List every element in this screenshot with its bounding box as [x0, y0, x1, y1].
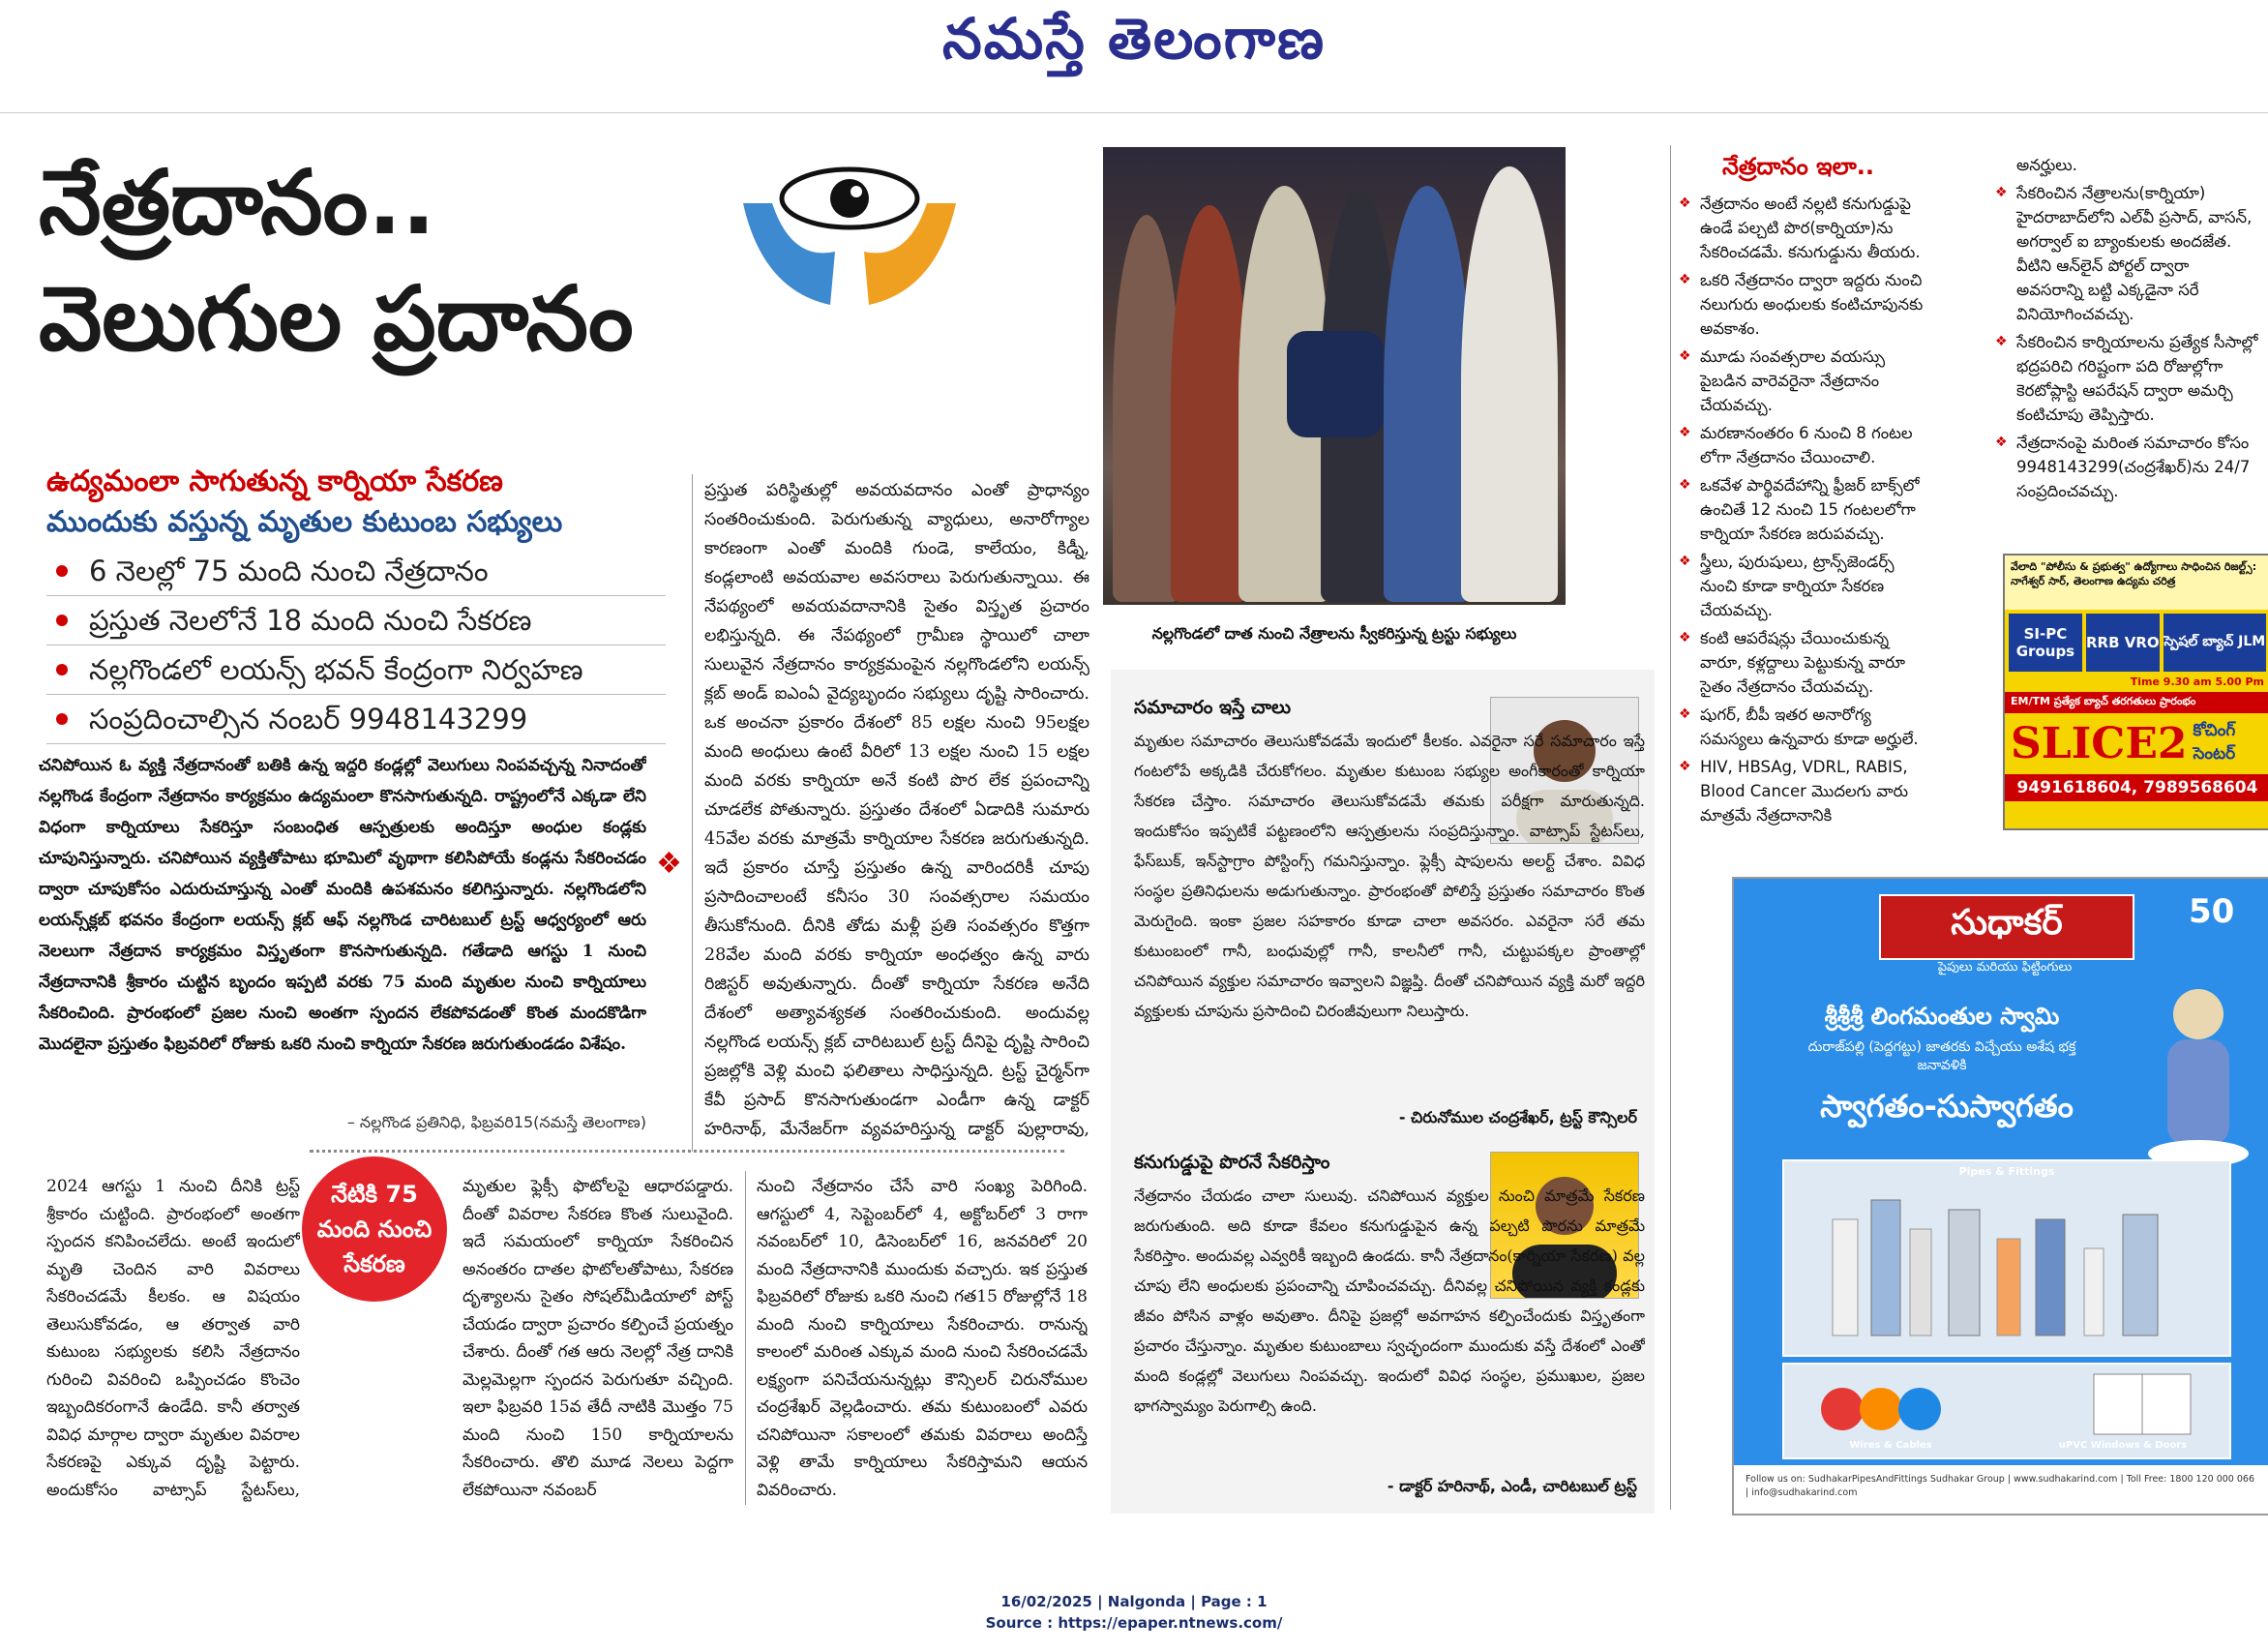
article-column-bottom-3: నుంచి నేత్రదానం చేసే వారి సంఖ్య పెరిగింది. ఆగస్టులో 4, సెప్టెంబర్‌లో 4, అక్టోబర్‌లో 3 రాగా నవంబర్‌లో 10, డిసెంబర్‌లో 16, జనవరిలో 20 మంది నేత్రదానానికి ముందుకు వచ్చారు. ఇక ప్రస్తుత ఫిబ్రవరిలో రోజుకు ఒకరి నుంచి గత15 రోజుల్లోనే 18 మంది నుంచి కార్నియాలు సేకరించారు. రానున్న కాలంలో మరింత ఎక్కువ మంది నుంచి సేకరించడమే లక్ష్యంగా పనిచేయనున్నట్లు కౌన్సిలర్ చిరునోముల చంద్రశేఖర్ వెల్లడించారు. తమ కుటుంబంలో ఎవరు చనిపోయినా సకాలంలో తమకు వివరాలు అందిస్తే వెళ్లి తామే కార్నియాలు సేకరిస్తామని ఆయన వివరించారు.	[757, 1177, 1088, 1500]
cables-icon	[1813, 1370, 1949, 1438]
bullet-item: 6 నెలల్లో 75 మంది నుంచి నేత్రదానం	[46, 547, 666, 596]
ad-label: Wires & Cables	[1849, 1440, 1932, 1451]
info-item: ❖ కంటి ఆపరేషన్లు చేయించుకున్న వారూ, కళ్లద్దాలు పెట్టుకున్న వారూ సైతం నేత్రదానం చేయవచ్చు.	[1679, 626, 1932, 699]
ad-line1: శ్రీశ్రీశ్రీ లింగమంతుల స్వామి	[1824, 1003, 2060, 1030]
quote1-heading: సమాచారం ఇస్తే చాలు	[1134, 697, 1292, 718]
window-icon	[2074, 1370, 2210, 1438]
article-column-bottom-2: మృతుల ఫ్లెక్సీ ఫొటోలపై ఆధారపడ్డారు. దీంతో వివరాల సేకరణ కొంత సులువైంది. ఇదే సమయంలో కార్నియా సేకరించిన అనంతరం దాతల ఫొటోలతోపాటు, సేకరణ దృశ్యాలను సైతం సోషల్‌మీడియాలో పోస్ట్ చేయడం ద్వారా ప్రచారం కల్పించే ప్రయత్నం చేశారు. దీంతో గత ఆరు నెలల్లో నేత్ర దానికి మెల్లమెల్లగా స్పందన పెరుగుతూ వచ్చింది. ఇలా ఫిబ్రవరి 15వ తేదీ నాటికి మొత్తం 75 మంది నుంచి 150 కార్నియాలను సేకరించారు. తొలి మూడ నెలలు పెద్దగా లేకపోయినా నవంబర్	[463, 1177, 733, 1500]
bullet-item: నల్లగొండలో లయన్స్ భవన్ కేంద్రంగా నిర్వహణ	[46, 645, 666, 695]
quote2-signature: - డాక్టర్ హరినాథ్, ఎండీ, చారిటబుల్ ట్రస్ట్	[1387, 1477, 1637, 1495]
footer-source[interactable]: Source : https://epaper.ntnews.com/	[985, 1614, 1283, 1632]
info-heading: నేత్రదానం ఇలా..	[1722, 153, 1875, 180]
info-list-2	[1995, 153, 2260, 540]
ad-tag: స్పెషల్ బ్యాచ్ JLM	[2164, 614, 2266, 672]
count-badge: నేటికి 75 మంది నుంచి సేకరణ	[302, 1156, 447, 1302]
quote2-heading: కనుగుడ్డుపై పొరనే సేకరిస్తాం	[1134, 1152, 1330, 1173]
article-column-bottom-1: 2024 ఆగస్టు 1 నుంచి దీనికి ట్రస్ట్ శ్రీకారం చుట్టింది. ప్రారంభంలో అంతగా స్పందన కనిపించలేదు. అంటే ఇందులో మృతి చెందిన వారి వివరాలు సేకరించడమే కీలకం. ఆ విషయం తెలుసుకోవడం, ఆ తర్వాత వారి కుటుంబ సభ్యులకు కలిసి నేత్రదానం గురించి వివరించి ఒప్పించడం కొంచెం ఇబ్బందికరంగానే ఉండేది. కానీ తర్వాత వివిధ మార్గాల ద్వారా మృతుల వివరాల సేకరణపై ఎక్కువ దృష్టి పెట్టారు. అందుకోసం వాట్సాప్ స్టేటస్‌లు,	[46, 1177, 300, 1500]
ad-product-box	[1782, 1363, 2231, 1459]
article-intro: చనిపోయిన ఓ వ్యక్తి నేత్రదానంతో బతికి ఉన్న ఇద్దరి కండ్లల్లో వెలుగులు నింపవచ్చన్న నినాదంతో నల్లగొండ కేంద్రంగా నేత్రదానం కార్యక్రమం ఉద్యమంలా కొనసాగుతున్నది. రాష్ట్రంలోనే ఎక్కడా లేని విధంగా కార్నియాలు సేకరిస్తూ సంబంధిత ఆస్పత్రులకు అందిస్తూ అంధుల కండ్లకు చూపునిస్తున్నారు. చనిపోయిన వ్యక్తితోపాటు భూమిలో వృథాగా కలిసిపోయే కండ్లను సేకరించడం ద్వారా చూపుకోసం ఎదురుచూస్తున్న ఎంతో మందికి ఉపశమనం కలిగిస్తున్నారు. నల్లగొండలోని లయన్స్‌క్లబ్ భవనం కేంద్రంగా లయన్స్ క్లబ్ ఆఫ్ నల్లగొండ చారిటబుల్ ట్రస్ట్ ఆధ్వర్యంలో ఆరు నెలలుగా నేత్రదాన కార్యక్రమం విస్తృతంగా కొనసాగుతున్నది. గతేడాది ఆగస్టు 1 నుంచి నేత్రదానానికి శ్రీకారం చుట్టిన బృందం ఇప్పటి వరకు 75 మంది మృతుల నుంచి కార్నియాలు సేకరించింది. ప్రారంభంలో ప్రజల నుంచి అంతగా స్పందన లేకపోవడంతో కొంత మందకొడిగా మొదలైనా ప్రస్తుతం ఫిబ్రవరిలో రోజుకు ఒకరి నుంచి కార్నియా సేకరణ జరుగుతుండడం విశేషం.	[39, 756, 646, 1054]
headline	[39, 145, 735, 377]
bullet-dot-icon	[56, 664, 68, 675]
bullet-item: ప్రస్తుత నెలలోనే 18 మంది నుంచి సేకరణ	[46, 596, 666, 645]
ad-years: 50	[2189, 892, 2235, 931]
top-strip	[0, 85, 2268, 113]
ad-label: uPVC Windows & Doors	[2058, 1440, 2188, 1451]
info-item: అనర్హులు.	[2016, 156, 2077, 174]
info-item: ❖ మూడు సంవత్సరాల వయస్సు పైబడిన వారెవరైనా నేత్రదానం చేయవచ్చు.	[1679, 345, 1932, 417]
ad-line3: స్వాగతం-సుస్వాగతం	[1820, 1088, 2074, 1125]
info-item: ❖ నేత్రదానం అంటే నల్లటి కనుగుడ్డుపై ఉండే పల్చటి పొర(కార్నియా)ను సేకరించడమే. కనుగుడ్డును తీయరు.	[1679, 192, 1932, 264]
coaching-ad[interactable]	[2003, 554, 2268, 830]
ad-brand-sub: కోచింగ్ సెంటర్	[2193, 720, 2236, 764]
headline-line2: వెలుగుల ప్రదానం	[39, 267, 634, 371]
ad-footer: Follow us on: SudhakarPipesAndFittings Sudhakar Group | www.sudhakarind.com | Toll Free: 1800 120 000 066 | info@sudhakarind.com	[1734, 1465, 2268, 1514]
ad-brand: SLICE2	[2011, 719, 2188, 768]
highlight-bullets	[46, 547, 666, 744]
article-dateline: – నల్లగొండ ప్రతినిధి, ఫిబ్రవరి15(నమస్తే తెలంగాణ)	[346, 1113, 646, 1131]
info-item: ❖ సేకరించిన కార్నియాలను ప్రత్యేక సీసాల్లో భద్రపరిచి గరిష్టంగా పది రోజుల్లోగా కెరటోప్లాస్టి ఆపరేషన్ ద్వారా అమర్చి కంటిచూపు తెప్పిస్తారు.	[1995, 330, 2260, 427]
section-divider	[310, 1150, 1064, 1153]
diamond-icon: ❖	[656, 847, 682, 881]
info-item: ❖ మరణానంతరం 6 నుంచి 8 గంటల లోగా నేత్రదానం చేయించాలి.	[1679, 421, 1932, 469]
deck-red: ఉద్యమంలా సాగుతున్న కార్నియా సేకరణ	[46, 465, 503, 498]
news-photo	[1103, 147, 1566, 605]
info-item: ❖ సేకరించిన నేత్రాలను(కార్నియా) హైదరాబాద్‌లోని ఎల్‌వీ ప్రసాద్, వాసన్, అగర్వాల్ ఐ బ్యాంకులకు అందజేత. వీటిని ఆన్‌లైన్ పోర్టల్ ద్వారా అవసరాన్ని బట్టి ఎక్కడైనా సరే వినియోగించవచ్చు.	[1995, 181, 2260, 326]
info-item: ❖ ఒకవేళ పార్థివదేహాన్ని ఫ్రీజర్ బాక్స్‌లో ఉంచితే 12 నుంచి 15 గంటలలోగా కార్నియా సేకరణ జరుపవచ్చు.	[1679, 473, 1932, 546]
bullet-dot-icon	[56, 713, 68, 725]
article-column-middle: ప్రస్తుత పరిస్థితుల్లో అవయవదానం ఎంతో ప్రాధాన్యం సంతరించుకుంది. పెరుగుతున్న వ్యాధులు, అనారోగ్యాల కారణంగా ఎంతో మందికి గుండె, కాలేయం, కిడ్నీ, కండ్లలాంటి అవయవాల అవసరాలు పెరుగుతున్నాయి. ఈ నేపథ్యంలో అవయవదానానికి సైతం విస్తృత ప్రచారం లభిస్తున్నది. ఈ నేపథ్యంలో గ్రామీణ స్థాయిలో చాలా సులువైన నేత్రదానం కార్యక్రమంపైన నల్లగొండలోని లయన్స్ క్లబ్ అండ్ ఐఎంఏ వైద్యబృందం సభ్యులు దృష్టి సారించారు. ఒక అంచనా ప్రకారం దేశంలో 85 లక్షల నుంచి 95లక్షల మంది అంధులు ఉంటే వీరిలో 13 లక్షల నుంచి 15 లక్షల మంది వరకు కార్నియా అనే కంటి పొర లేక ప్రపంచాన్ని చూడలేక పోతున్నారు. ప్రస్తుతం దేశంలో ఏడాదికి సుమారు 45వేల వరకు మాత్రమే కార్నియాల సేకరణ జరుగుతున్నది. ఇదే ప్రకారం చూస్తే ప్రస్తుతం ఉన్న వారిందరికీ చూపు ప్రసాదించాలంటే కనీసం 30 సంవత్సరాల సమయం తీసుకోనుంది. దీనికి తోడు మళ్లీ ప్రతి సంవత్సరం కొత్తగా 28వేల మంది వరకు కార్నియా అంధత్వం ఉన్న వారు రిజిస్టర్ అవుతున్నారు. దీంతో కార్నియా సేకరణ అనేది దేశంలో అత్యావశ్యకత సంతరించుకుంది. అందువల్ల నల్లగొండ లయన్స్ క్లబ్ చారిటబుల్ ట్రస్ట్ దీనిపై దృష్టి సారించి ప్రజల్లోకి వెళ్లి మంచి ఫలితాలు సాధిస్తున్నది. ట్రస్ట్ చైర్మన్‌గా కేవీ ప్రసాద్ కొనసాగుతుండగా ఎండీగా ఉన్న డాక్టర్ హరినాథ్, మేనేజర్‌గా వ్యవహరిస్తున్న డాక్టర్ పుల్లారావు,	[704, 481, 1089, 1139]
ad-strip: EM/TM ప్రత్యేక బ్యాచ్ తరగతులు ప్రారంభం	[2005, 692, 2268, 713]
info-item: ❖ ఒకరి నేత్రదానం ద్వారా ఇద్దరు నుంచి నలుగురు అంధులకు కంటిచూపునకు అవకాశం.	[1679, 268, 1932, 341]
column-divider	[692, 474, 693, 1152]
ad-phone: 9491618604, 7989568604	[2005, 774, 2268, 801]
headline-line1: నేత్రదానం..	[39, 151, 436, 255]
info-item: ❖ షుగర్, బీపీ ఇతర అనారోగ్య సమస్యలు ఉన్నవారు కూడా అర్హులే.	[1679, 703, 1932, 751]
ad-product-box	[1782, 1159, 2231, 1357]
quote1-text: మృతుల సమాచారం తెలుసుకోవడమే ఇందులో కీలకం. ఎవరైనా సరే సమాచారం ఇస్తే గంటలోపే అక్కడికి చేరుకోగలం. మృతుల కుటుంబ సభ్యుల అంగీకారంతో కార్నియా సేకరణ చేస్తాం. సమాచారం తెలుసుకోవడమే తమకు పరీక్షగా మారుతున్నది. ఇందుకోసం ఇప్పటికే పట్టణంలోని ఆస్పత్రులను సంప్రదిస్తున్నాం. వాట్సాప్ స్టేటస్‌లు, ఫేస్‌బుక్, ఇన్‌స్టాగ్రాం పోస్టింగ్స్ గమనిస్తున్నాం. ఫ్లెక్సీ షాపులను అలర్ట్ చేశాం. వివిధ సంస్థల ప్రతినిధులను అడుగుతున్నాం. ప్రారంభంతో పోలిస్తే ప్రస్తుతం సమాచారం కొంత మెరుగైంది. ఇంకా ప్రజల సహకారం కూడా చాలా అవసరం. ఎవరైనా సరే తమ కుటుంబంలో గానీ, బంధువుల్లో గానీ, కాలనీలో గానీ, చుట్టుపక్కల ప్రాంతాల్లో చనిపోయిన వ్యక్తుల సమాచారం ఇవ్వాలని విజ్ఞప్తి. దీంతో చనిపోయిన వ్యక్తి మరో ఇద్దరి వ్యక్తులకు చూపును ప్రసాదించి చిరంజీవులుగా నిలుస్తారు.	[1134, 732, 1645, 1020]
ad-logo: సుధాకర్	[1879, 894, 2134, 960]
quote2-text: నేత్రదానం చేయడం చాలా సులువు. చనిపోయిన వ్యక్తుల నుంచి మాత్రమే సేకరణ జరుగుతుంది. అది కూడా కేవలం కనుగుడ్డుపైన ఉన్న పల్చటి పొరను మాత్రమే సేకరిస్తాం. అందువల్ల ఎవ్వరికీ ఇబ్బంది ఉండదు. కానీ నేత్రదానం(కార్నియా సేకరణ) వల్ల చూపు లేని అంధులకు ప్రపంచాన్ని చూపించవచ్చు. దీనివల్ల చనిపోయిన వ్యక్తి కండ్లకు జీవం పోసిన వాళ్లం అవుతాం. దీనిపై ప్రజల్లో అవగాహన కల్పించేందుకు విస్తృతంగా ప్రచారం చేస్తున్నాం. మృతుల కుటుంబాలు స్వచ్ఛందంగా ముందుకు వస్తే దేశంలో ఎంతో మంది కండ్లల్లో వెలుగులు నింపవచ్చు. ఇందులో వివిధ సంస్థల, ప్రముఖుల, ప్రజల భాగస్వామ్యం పెరుగాల్సి ఉంది.	[1134, 1186, 1645, 1415]
bullet-dot-icon	[56, 615, 68, 626]
eye-hands-icon	[724, 145, 975, 315]
sudhakar-ad[interactable]	[1732, 877, 2268, 1516]
page-footer	[0, 1591, 2268, 1634]
column-divider	[745, 1171, 746, 1505]
ad-top-text: వేలాది "పోలీసు & ప్రభుత్వ" ఉద్యోగాలు సాధించిన రిజల్ట్స్: నాగేశ్వర్ సార్, తెలంగాణ ఉద్యమ చరిత్ర	[2005, 555, 2268, 610]
column-divider	[1670, 145, 1671, 1510]
ad-tag: RRB VRO	[2086, 614, 2160, 672]
info-list-1	[1679, 192, 1932, 859]
ad-tag: SI-PC Groups	[2009, 614, 2082, 672]
info-item: ❖ HIV, HBSAg, VDRL, RABIS, Blood Cancer మొదలగు వారు మాత్రమే నేత్రదానానికి	[1679, 755, 1932, 827]
info-item: ❖ నేత్రదానంపై మరింత సమాచారం కోసం 9948143299(చంద్రశేఖర్)ను 24/7 సంప్రదించవచ్చు.	[1995, 431, 2260, 503]
photo-caption: నల్లగొండలో దాత నుంచి నేత్రాలను స్వీకరిస్తున్న ట్రస్టు సభ్యులు	[1151, 624, 1517, 643]
info-item: ❖ స్త్రీలు, పురుషులు, ట్రాన్స్‌జెండర్స్ నుంచి కూడా కార్నియా సేకరణ చేయవచ్చు.	[1679, 550, 1932, 622]
footer-date: 16/02/2025 | Nalgonda | Page : 1	[1000, 1593, 1268, 1610]
ad-time: Time 9.30 am 5.00 Pm	[2130, 675, 2264, 688]
masthead-logo: నమస్తే తెలంగాణ	[942, 6, 1326, 72]
ad-line2: దురాజ్‌పల్లి (పెద్దగట్టు) జాతరకు విచ్చేయు అశేష భక్త జనావళికి	[1807, 1039, 2076, 1073]
deck-blue: ముందుకు వస్తున్న మృతుల కుటుంబ సభ్యులు	[46, 505, 563, 539]
bullet-dot-icon	[56, 565, 68, 577]
bullet-item: సంప్రదించాల్సిన నంబర్ 9948143299	[46, 695, 666, 744]
ad-label: Pipes & Fittings	[1958, 1165, 2055, 1178]
deity-icon	[2140, 976, 2256, 1169]
pipes-icon	[1804, 1190, 2210, 1345]
quote1-signature: - చిరునోముల చంద్రశేఖర్, ట్రస్ట్ కౌన్సిలర్	[1398, 1108, 1637, 1126]
ad-logo-sub: పైపులు మరియు ఫిట్టింగులు	[1937, 960, 2073, 975]
